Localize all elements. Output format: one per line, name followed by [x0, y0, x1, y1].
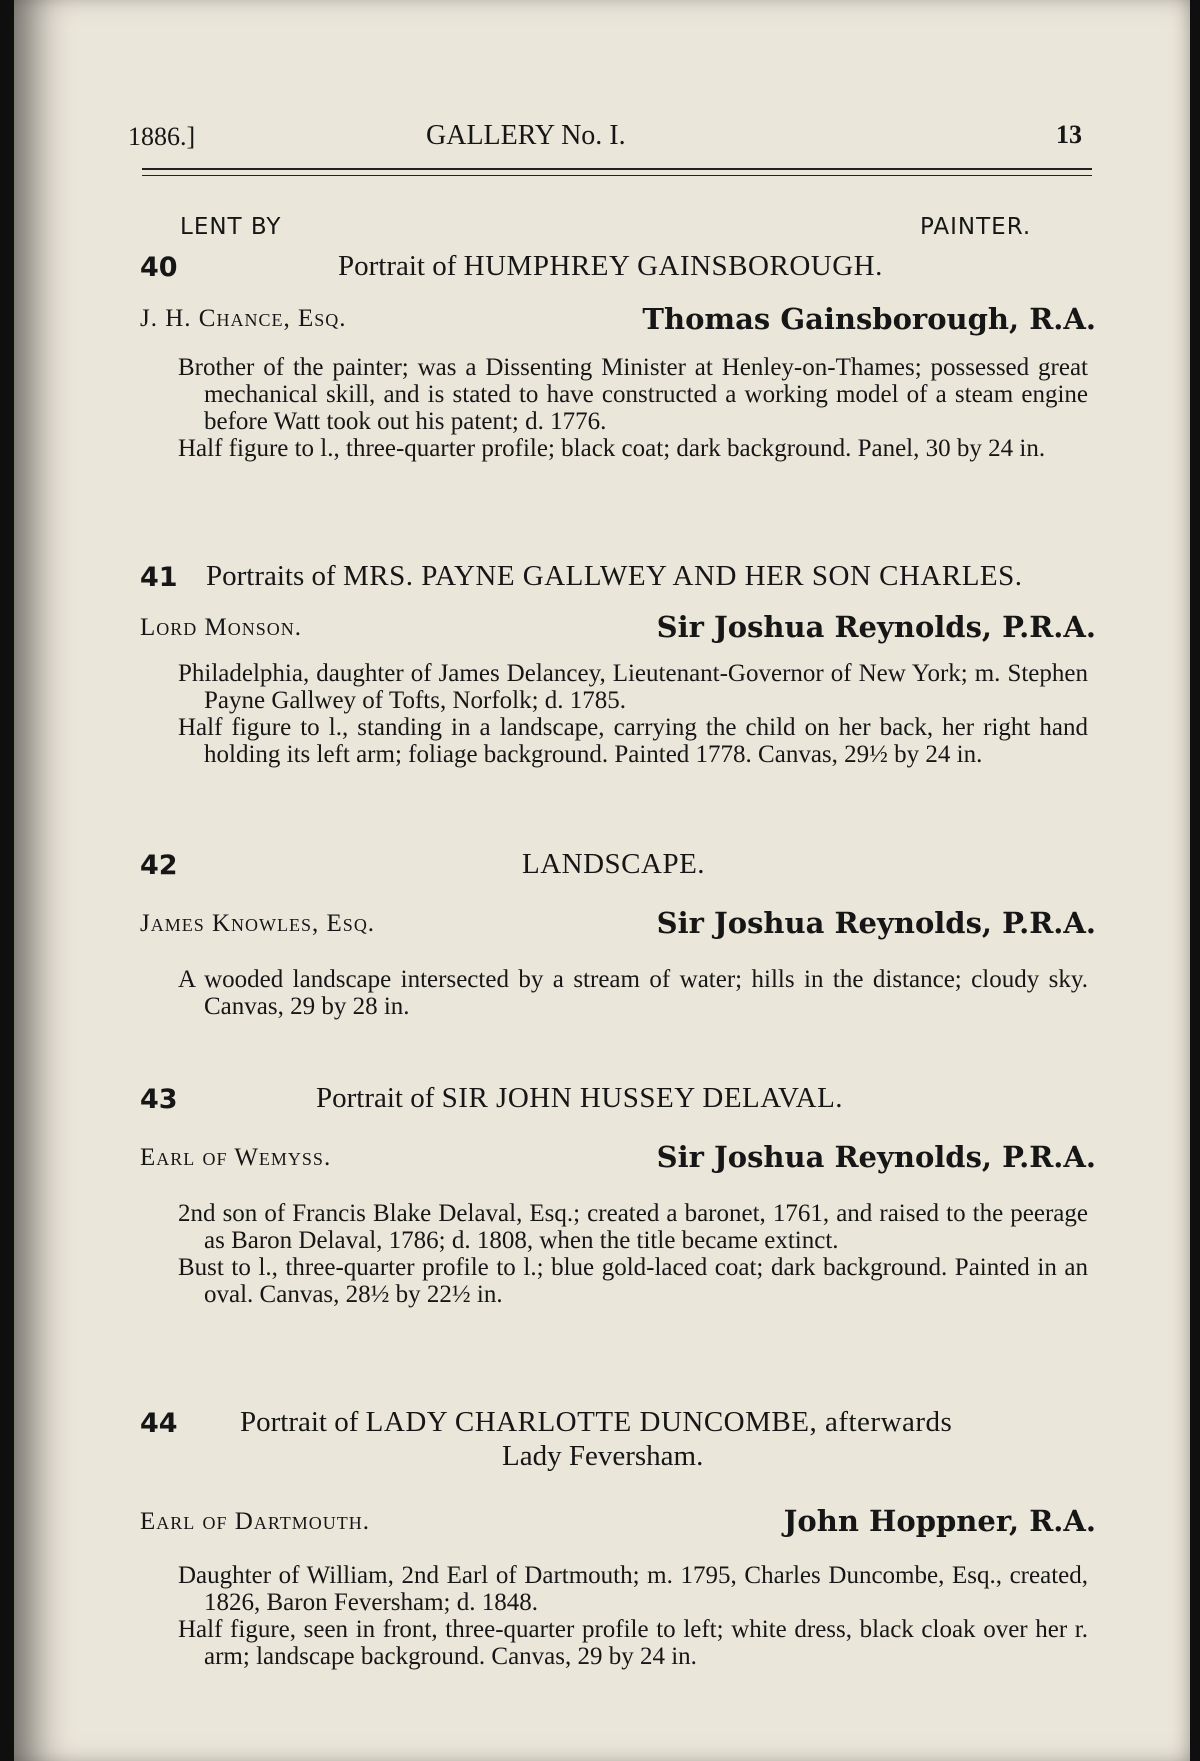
entry-description	[178, 1200, 1088, 1308]
entry-title-subject: HUMPHREY GAINSBOROUGH.	[463, 250, 883, 282]
entry-lender: Lord Monson.	[140, 614, 303, 641]
entry-title	[240, 1406, 952, 1439]
entry-title	[316, 1082, 843, 1115]
entry-description	[178, 966, 1088, 1020]
entry-painter: John Hoppner, R.A.	[783, 1504, 1096, 1538]
entry-description	[178, 354, 1088, 462]
entry-number: 44	[140, 1408, 178, 1439]
entry-title-prefix: Portraits of	[206, 560, 336, 592]
entry-title-prefix: Portrait of	[240, 1406, 359, 1438]
entry-number: 42	[140, 850, 178, 881]
description-paragraph: 2nd son of Francis Blake Delaval, Esq.; created a baronet, 1761, and raised to the peerage as Baron Delaval, 1786; d. 1808, when the title became extinct.	[178, 1200, 1088, 1254]
entry-title-prefix: Portrait of	[316, 1082, 435, 1114]
description-paragraph: Half figure to l., three-quarter profile; black coat; dark background. Panel, 30 by 24 in.	[178, 435, 1046, 462]
description-paragraph: A wooded landscape intersected by a stream of water; hills in the distance; cloudy sky. Canvas, 29 by 28 in.	[178, 966, 1088, 1020]
description-paragraph: Brother of the painter; was a Dissenting Minister at Henley-on-Thames; possessed great mechanical skill, and is stated to have constructed a working model of a steam engine before Watt took out his patent; d. 1776.	[178, 354, 1088, 435]
entry-painter: Thomas Gainsborough, R.A.	[642, 302, 1096, 336]
description-paragraph: Daughter of William, 2nd Earl of Dartmouth; m. 1795, Charles Duncombe, Esq., created, 1826, Baron Feversham; d. 1848.	[178, 1562, 1088, 1616]
column-lent-by: LENT BY	[180, 214, 282, 240]
entry-number: 41	[140, 562, 178, 593]
entry-lender: Earl of Dartmouth.	[140, 1508, 371, 1535]
description-paragraph: Half figure to l., standing in a landscape, carrying the child on her back, her right hand holding its left arm; foliage background. Painted 1778. Canvas, 29½ by 24 in.	[178, 714, 1088, 768]
header-rule-bottom	[142, 175, 1092, 176]
page-number: 13	[1056, 120, 1082, 149]
entry-painter: Sir Joshua Reynolds, P.R.A.	[656, 1140, 1096, 1174]
entry-lender: Earl of Wemyss.	[140, 1144, 332, 1171]
entry-description	[178, 1562, 1088, 1670]
entry-title-subject: LANDSCAPE.	[522, 848, 706, 880]
column-painter: PAINTER.	[920, 214, 1032, 240]
entry-title-subject: LADY CHARLOTTE DUNCOMBE, afterwards	[365, 1406, 953, 1438]
header-rule-top	[142, 168, 1092, 170]
entry-title-subject: SIR JOHN HUSSEY DELAVAL.	[441, 1082, 844, 1114]
entry-description	[178, 660, 1088, 768]
entry-painter: Sir Joshua Reynolds, P.R.A.	[656, 610, 1096, 644]
description-paragraph: Bust to l., three-quarter profile to l.; blue gold-laced coat; dark background. Painted in an oval. Canvas, 28½ by 22½ in.	[178, 1254, 1088, 1308]
entry-number: 40	[140, 252, 178, 283]
entry-painter: Sir Joshua Reynolds, P.R.A.	[656, 906, 1096, 940]
description-paragraph: Half figure, seen in front, three-quarter profile to left; white dress, black cloak over her r. arm; landscape background. Canvas, 29 by 24 in.	[178, 1616, 1088, 1670]
entry-title-prefix: Portrait of	[338, 250, 457, 282]
entry-number: 43	[140, 1084, 178, 1115]
catalogue-page	[14, 0, 1190, 1761]
header-year: 1886.]	[128, 122, 196, 151]
entry-lender: James Knowles, Esq.	[140, 910, 376, 937]
entry-lender: J. H. Chance, Esq.	[140, 305, 347, 332]
entry-title	[338, 250, 883, 283]
entry-title	[522, 848, 705, 881]
entry-title	[206, 560, 1023, 593]
header-title: GALLERY No. I.	[426, 120, 626, 151]
entry-title-continuation: Lady Feversham.	[502, 1440, 704, 1472]
description-paragraph: Philadelphia, daughter of James Delancey, Lieutenant-Governor of New York; m. Stephen Payne Gallwey of Tofts, Norfolk; d. 1785.	[178, 660, 1088, 714]
entry-title-subject: MRS. PAYNE GALLWEY AND HER SON CHARLES.	[342, 560, 1023, 592]
